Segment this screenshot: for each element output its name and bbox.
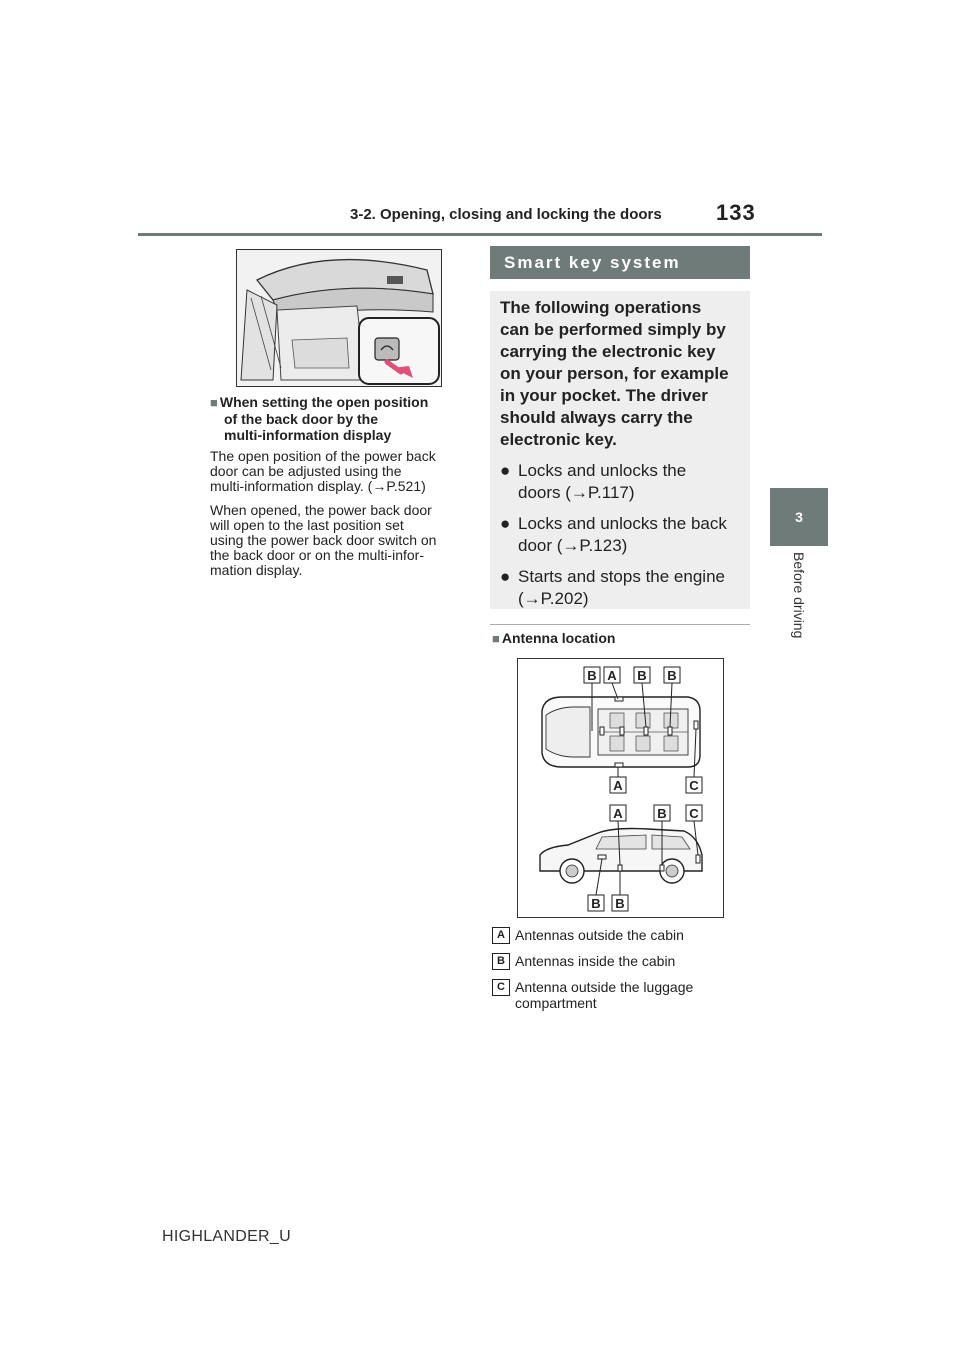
bullet-dot-icon: ● bbox=[500, 567, 511, 586]
bullet-locks-doors: ● Locks and unlocks the doors (→P.117) bbox=[500, 461, 687, 502]
chapter-tab: 3 bbox=[770, 488, 828, 546]
antenna-location-diagram bbox=[517, 658, 724, 918]
back-door-drawing bbox=[237, 250, 441, 386]
legend-row-b bbox=[492, 953, 675, 971]
label-side-b: B bbox=[657, 806, 667, 821]
label-bottom-b2: B bbox=[615, 896, 625, 911]
label-top-a: A bbox=[607, 668, 617, 683]
legend-text-c: Antenna outside the luggage compartment bbox=[515, 979, 694, 1011]
model-code: HIGHLANDER_U bbox=[162, 1228, 291, 1245]
bullet-dot-icon: ● bbox=[500, 461, 511, 480]
label-side-c: C bbox=[689, 806, 699, 821]
open-position-paragraph-2: When opened, the power back door will open to the last position set using the power back door switch on the back door or on the multi-infor- mation display. bbox=[210, 502, 437, 578]
label-top-b3: B bbox=[667, 668, 677, 683]
label-top-b1: B bbox=[587, 668, 597, 683]
legend-text-a: Antennas outside the cabin bbox=[515, 927, 684, 943]
legend-row-a bbox=[492, 927, 684, 945]
legend-key-c: C bbox=[492, 979, 510, 996]
smart-key-section-title: Smart key system bbox=[490, 246, 750, 279]
label-mid-a: A bbox=[613, 778, 623, 793]
section-divider bbox=[490, 624, 750, 625]
square-marker-icon: ■ bbox=[210, 395, 218, 410]
label-mid-c: C bbox=[689, 778, 699, 793]
back-door-illustration bbox=[236, 249, 442, 387]
antenna-heading: ■ Antenna location bbox=[492, 630, 616, 646]
square-marker-icon: ■ bbox=[492, 631, 500, 646]
legend-text-b: Antennas inside the cabin bbox=[515, 953, 676, 969]
bullet-engine: ● Starts and stops the engine (→P.202) bbox=[500, 567, 725, 608]
label-top-b2: B bbox=[637, 668, 647, 683]
page-number: 133 bbox=[716, 200, 756, 225]
bullet-dot-icon: ● bbox=[500, 514, 511, 533]
legend-key-a: A bbox=[492, 927, 510, 944]
label-side-a: A bbox=[613, 806, 623, 821]
smart-key-info-box bbox=[490, 291, 750, 609]
section-title: 3-2. Opening, closing and locking the doors bbox=[350, 206, 662, 223]
antenna-diagram-drawing bbox=[518, 659, 723, 917]
header-divider bbox=[138, 233, 822, 236]
chapter-label bbox=[755, 552, 843, 672]
open-position-paragraph-1: The open position of the power back door can be adjusted using the multi-information display. (→P.521) bbox=[210, 448, 436, 494]
open-position-heading: ■ When setting the open position of the back door by the multi-information display bbox=[210, 394, 429, 443]
legend-row-c bbox=[492, 979, 693, 1019]
chapter-label-text: Before driving bbox=[791, 552, 807, 639]
label-bottom-b1: B bbox=[591, 896, 601, 911]
smart-key-lead: The following operations can be performed simply by carrying the electronic key on your person, for example in your pocket. The driver should always carry the electronic key. bbox=[500, 298, 729, 449]
bullet-locks-back-door: ● Locks and unlocks the back door (→P.123) bbox=[500, 514, 727, 555]
legend-key-b: B bbox=[492, 953, 510, 970]
